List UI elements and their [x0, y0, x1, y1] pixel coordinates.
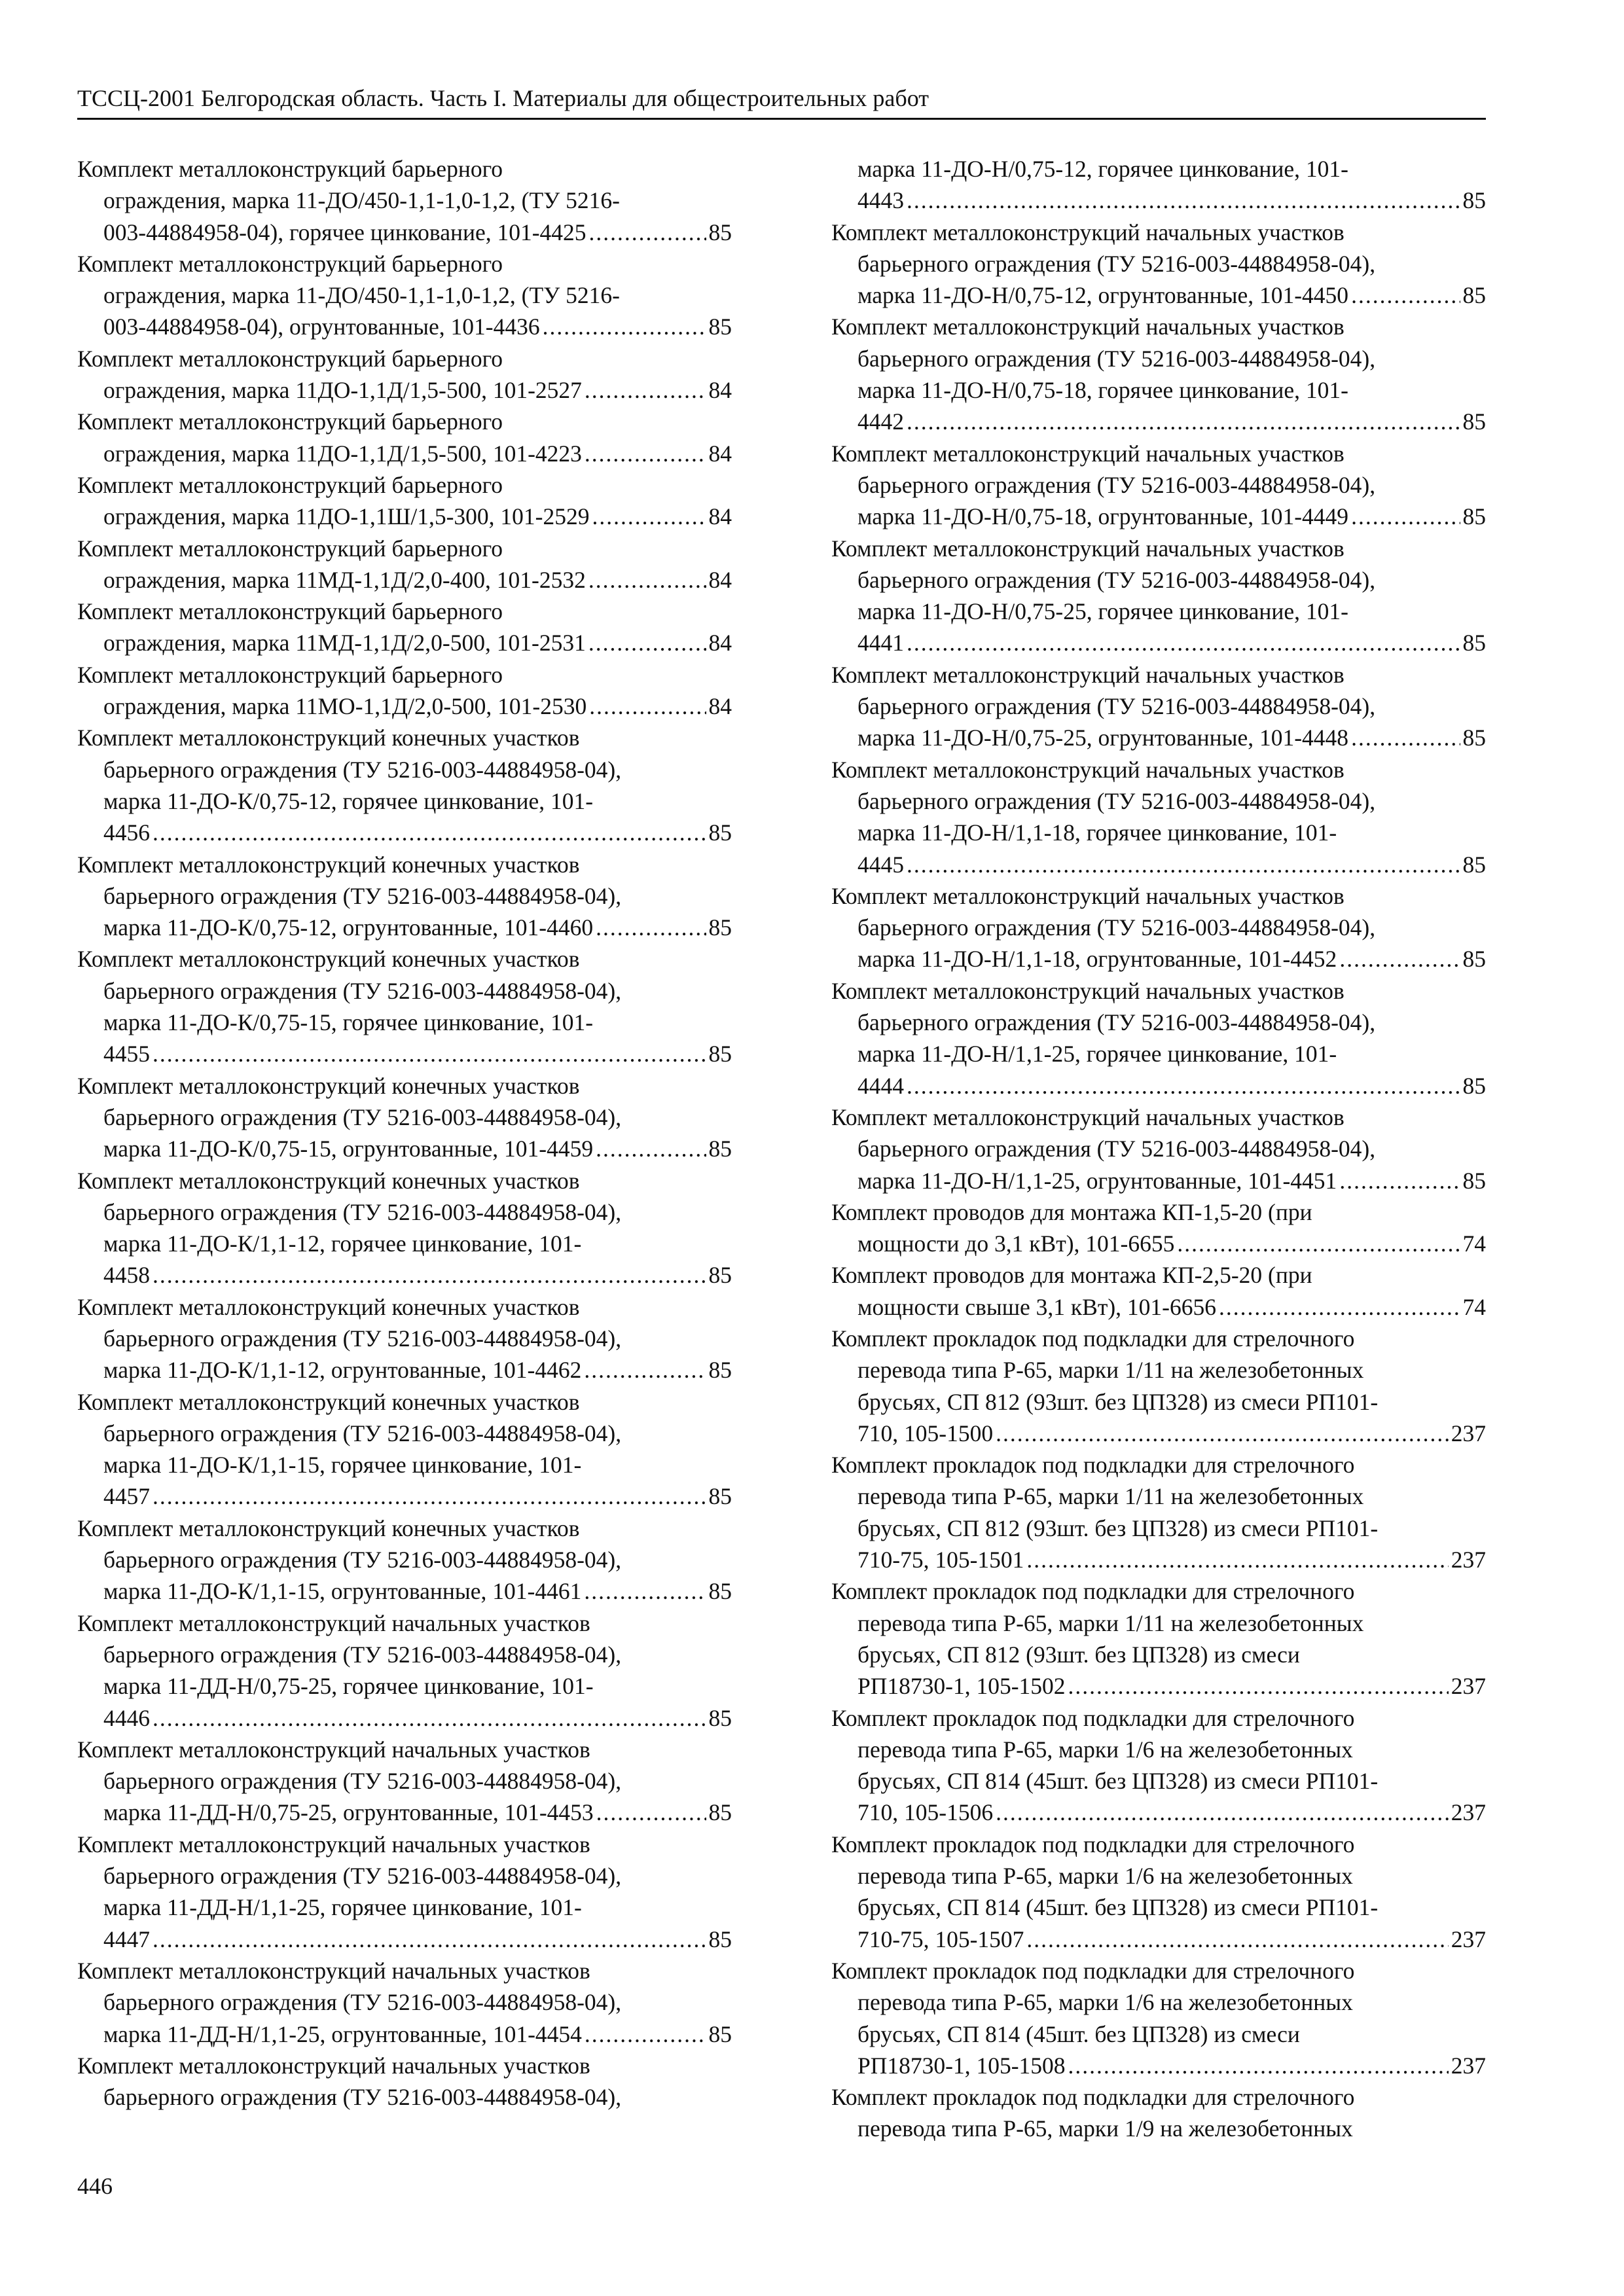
index-entry [831, 975, 1486, 1102]
entry-text: барьерного ограждения (ТУ 5216-003-44884958-04), [857, 471, 1376, 498]
dot-leader [1339, 1165, 1460, 1196]
entry-page-ref: 74 [1462, 1230, 1486, 1257]
entry-text: марка 11-ДО-К/0,75-12, горячее цинкование, 101- [103, 787, 594, 814]
entry-text: Комплект металлоконструкций барьерного [77, 598, 503, 625]
entry-page-ref: 85 [708, 219, 732, 245]
entry-text: Комплект металлоконструкций начальных участков [77, 1957, 590, 1984]
dot-leader [907, 406, 1460, 437]
entry-page-ref: 84 [708, 693, 732, 720]
dot-leader [153, 1924, 706, 1955]
entry-page-ref: 85 [708, 1799, 732, 1826]
entry-text: Комплект прокладок под подкладки для стрелочного [831, 1452, 1355, 1479]
index-entry [77, 1291, 732, 1386]
index-entry [77, 1955, 732, 2050]
entry-text: марка 11-ДО-К/1,1-12, горячее цинкование, 101- [103, 1230, 582, 1257]
entry-text: 710-75, 105-1501 [857, 1547, 1024, 1573]
dot-leader [1026, 1544, 1448, 1575]
entry-text: Комплект металлоконструкций начальных участков [831, 756, 1344, 783]
entry-page-ref: 74 [1462, 1293, 1486, 1320]
index-entry [77, 153, 732, 248]
entry-text: барьерного ограждения (ТУ 5216-003-44884958-04), [103, 1989, 622, 2016]
entry-text: Комплект прокладок под подкладки для стрелочного [831, 2084, 1355, 2111]
entry-text: марка 11-ДО-К/1,1-15, огрунтованные, 101-4461 [103, 1578, 582, 1605]
entry-text: Комплект металлоконструкций конечных участков [77, 1388, 580, 1415]
entry-page-ref: 85 [1462, 408, 1486, 435]
entry-text: ограждения, марка 11-ДО/450-1,1-1,0-1,2, (ТУ 5216- [103, 282, 620, 309]
index-entry [831, 1955, 1486, 2081]
entry-text: марка 11-ДО-К/0,75-12, огрунтованные, 101-4460 [103, 914, 594, 941]
entry-text: барьерного ограждения (ТУ 5216-003-44884958-04), [103, 1103, 622, 1130]
dot-leader [1068, 1670, 1449, 1702]
entry-text: барьерного ограждения (ТУ 5216-003-44884958-04), [103, 1863, 622, 1890]
entry-text: марка 11-ДО-К/0,75-15, горячее цинкование, 101- [103, 1009, 594, 1036]
entry-text: 4456 [103, 819, 150, 846]
dot-leader [1339, 943, 1460, 975]
index-entry [831, 153, 1486, 217]
entry-text: Комплект металлоконструкций начальных участков [831, 535, 1344, 562]
entry-text: Комплект металлоконструкций конечных участков [77, 946, 580, 973]
entry-page-ref: 85 [1462, 282, 1486, 309]
index-entry [831, 659, 1486, 754]
dot-leader [1351, 279, 1460, 311]
entry-page-ref: 85 [1462, 1072, 1486, 1099]
index-entry [831, 1449, 1486, 1575]
index-entry [831, 311, 1486, 437]
entry-page-ref: 84 [708, 503, 732, 530]
index-entry [831, 1323, 1486, 1449]
index-entry [831, 533, 1486, 659]
entry-text: ограждения, марка 11-ДО/450-1,1-1,0-1,2, (ТУ 5216- [103, 187, 620, 214]
entry-text: барьерного ограждения (ТУ 5216-003-44884958-04), [103, 1641, 622, 1668]
entry-page-ref: 85 [1462, 630, 1486, 656]
entry-text: ограждения, марка 11ДО-1,1Д/1,5-500, 101-4223 [103, 440, 582, 467]
entry-text: барьерного ограждения (ТУ 5216-003-44884958-04), [857, 1009, 1376, 1036]
entry-text: РП18730-1, 105-1508 [857, 2052, 1066, 2079]
entry-text: 4455 [103, 1041, 150, 1067]
dot-leader [1219, 1291, 1460, 1323]
entry-text: марка 11-ДО-Н/1,1-18, горячее цинкование, 101- [857, 819, 1337, 846]
entry-text: ограждения, марка 11ДО-1,1Ш/1,5-300, 101-2529 [103, 503, 590, 530]
entry-text: 710, 105-1500 [857, 1420, 994, 1446]
entry-text: марка 11-ДО-Н/1,1-18, огрунтованные, 101-4452 [857, 946, 1337, 973]
entry-text: Комплект прокладок под подкладки для стрелочного [831, 1957, 1355, 1984]
index-entry [77, 943, 732, 1069]
entry-text: брусьях, СП 814 (45шт. без ЦП328) из смеси РП101- [857, 1894, 1379, 1921]
entry-text: мощности свыше 3,1 кВт), 101-6656 [857, 1293, 1216, 1320]
entry-page-ref: 85 [708, 1483, 732, 1510]
entry-page-ref: 85 [708, 1926, 732, 1952]
entry-page-ref: 84 [708, 377, 732, 404]
entry-text: 4442 [857, 408, 904, 435]
entry-page-ref: 237 [1451, 1420, 1486, 1446]
entry-text: брусьях, СП 812 (93шт. без ЦП328) из смеси РП101- [857, 1515, 1379, 1541]
entry-page-ref: 237 [1451, 2052, 1486, 2079]
index-entry [831, 754, 1486, 880]
dot-leader [153, 1259, 706, 1291]
entry-text: барьерного ограждения (ТУ 5216-003-44884958-04), [857, 914, 1376, 941]
dot-leader [1177, 1228, 1460, 1259]
entry-text: Комплект металлоконструкций начальных участков [831, 219, 1344, 245]
index-entry [831, 2081, 1486, 2145]
entry-text: Комплект металлоконструкций начальных участков [831, 1103, 1344, 1130]
dot-leader [543, 311, 706, 342]
entry-text: Комплект металлоконструкций барьерного [77, 535, 503, 562]
entry-text: барьерного ограждения (ТУ 5216-003-44884958-04), [857, 250, 1376, 277]
entry-text: брусьях, СП 812 (93шт. без ЦП328) из смеси [857, 1641, 1300, 1668]
index-entry [77, 722, 732, 848]
entry-text: 4445 [857, 851, 904, 878]
dot-leader [996, 1418, 1449, 1449]
entry-text: Комплект металлоконструкций начальных участков [77, 1736, 590, 1763]
entry-text: марка 11-ДО-К/0,75-15, огрунтованные, 101-4459 [103, 1136, 594, 1162]
index-entry [77, 2050, 732, 2113]
dot-leader [907, 627, 1460, 658]
page-number: 446 [77, 2173, 113, 2199]
entry-text: Комплект металлоконструкций барьерного [77, 471, 503, 498]
entry-text: марка 11-ДО-К/1,1-12, огрунтованные, 101-4462 [103, 1357, 582, 1384]
index-entry [831, 1575, 1486, 1702]
entry-text: 710, 105-1506 [857, 1799, 994, 1826]
entry-page-ref: 85 [1462, 1167, 1486, 1194]
entry-page-ref: 85 [708, 1136, 732, 1162]
entry-text: перевода типа Р-65, марки 1/6 на железобетонных [857, 1863, 1353, 1890]
entry-page-ref: 84 [708, 440, 732, 467]
entry-text: перевода типа Р-65, марки 1/6 на железобетонных [857, 1989, 1353, 2016]
dot-leader [907, 185, 1460, 216]
entry-text: барьерного ограждения (ТУ 5216-003-44884958-04), [857, 693, 1376, 720]
entry-text: марка 11-ДО-Н/0,75-25, горячее цинкование, 101- [857, 598, 1349, 625]
dot-leader [996, 1797, 1449, 1828]
entry-text: Комплект прокладок под подкладки для стрелочного [831, 1578, 1355, 1605]
entry-text: перевода типа Р-65, марки 1/11 на железобетонных [857, 1357, 1364, 1384]
dot-leader [585, 2018, 706, 2050]
entry-page-ref: 85 [708, 1578, 732, 1605]
index-entry [77, 343, 732, 406]
entry-text: Комплект металлоконструкций начальных участков [831, 661, 1344, 688]
entry-text: Комплект проводов для монтажа КП-1,5-20 (при [831, 1198, 1312, 1225]
entry-text: Комплект металлоконструкций начальных участков [831, 314, 1344, 340]
index-entry [77, 659, 732, 723]
entry-text: Комплект металлоконструкций барьерного [77, 345, 503, 372]
entry-page-ref: 85 [1462, 187, 1486, 214]
entry-text: брусьях, СП 814 (45шт. без ЦП328) из смеси [857, 2020, 1300, 2047]
entry-text: марка 11-ДД-Н/0,75-25, огрунтованные, 101-4453 [103, 1799, 594, 1826]
entry-text: Комплект металлоконструкций конечных участков [77, 1072, 580, 1099]
entry-text: барьерного ограждения (ТУ 5216-003-44884958-04), [103, 756, 622, 783]
entry-text: Комплект металлоконструкций начальных участков [831, 977, 1344, 1004]
index-entry [77, 406, 732, 469]
dot-leader [588, 627, 706, 658]
index-entry [77, 1513, 732, 1607]
entry-page-ref: 85 [708, 2020, 732, 2047]
entry-page-ref: 85 [708, 819, 732, 846]
entry-text: марка 11-ДД-Н/1,1-25, горячее цинкование, 101- [103, 1894, 582, 1921]
index-entry [77, 849, 732, 944]
entry-text: марка 11-ДО-Н/0,75-18, горячее цинкование, 101- [857, 377, 1349, 404]
entry-page-ref: 85 [1462, 946, 1486, 973]
entry-text: барьерного ограждения (ТУ 5216-003-44884958-04), [103, 1325, 622, 1352]
dot-leader [596, 1797, 706, 1828]
entry-text: барьерного ограждения (ТУ 5216-003-44884958-04), [857, 1136, 1376, 1162]
index-entry [831, 438, 1486, 533]
entry-text: брусьях, СП 812 (93шт. без ЦП328) из смеси РП101- [857, 1388, 1379, 1415]
entry-text: Комплект металлоконструкций начальных участков [77, 1831, 590, 1857]
entry-text: 003-44884958-04), огрунтованные, 101-4436 [103, 314, 540, 340]
dot-leader [584, 1354, 706, 1386]
entry-text: перевода типа Р-65, марки 1/11 на железобетонных [857, 1483, 1364, 1510]
index-entry [831, 217, 1486, 312]
entry-text: Комплект металлоконструкций конечных участков [77, 725, 580, 751]
dot-leader [585, 374, 706, 406]
dot-leader [153, 817, 706, 848]
entry-text: Комплект металлоконструкций барьерного [77, 156, 503, 182]
entry-text: барьерного ограждения (ТУ 5216-003-44884958-04), [103, 1198, 622, 1225]
entry-text: барьерного ограждения (ТУ 5216-003-44884958-04), [103, 2084, 622, 2111]
dot-leader [907, 849, 1460, 880]
index-entry [77, 469, 732, 533]
dot-leader [907, 1070, 1460, 1102]
entry-text: ограждения, марка 11МД-1,1Д/2,0-500, 101-2531 [103, 630, 586, 656]
dot-leader [585, 438, 706, 469]
entry-page-ref: 85 [708, 1357, 732, 1384]
running-header: ТССЦ-2001 Белгородская область. Часть I. Материалы для общестроительных работ [77, 84, 1486, 120]
entry-text: Комплект металлоконструкций барьерного [77, 408, 503, 435]
entry-text: 4457 [103, 1483, 150, 1510]
dot-leader [589, 217, 706, 248]
index-entry [831, 1829, 1486, 1955]
dot-leader [153, 1480, 706, 1512]
index-entry [831, 1196, 1486, 1260]
dot-leader [1068, 2050, 1449, 2081]
entry-page-ref: 85 [708, 1262, 732, 1289]
entry-text: мощности до 3,1 кВт), 101-6655 [857, 1230, 1175, 1257]
dot-leader [1351, 722, 1460, 753]
entry-text: Комплект проводов для монтажа КП-2,5-20 (при [831, 1262, 1312, 1289]
entry-text: ограждения, марка 11МД-1,1Д/2,0-400, 101-2532 [103, 566, 586, 593]
entry-text: Комплект металлоконструкций барьерного [77, 250, 503, 277]
entry-text: барьерного ограждения (ТУ 5216-003-44884958-04), [857, 345, 1376, 372]
entry-text: марка 11-ДО-Н/1,1-25, горячее цинкование, 101- [857, 1041, 1337, 1067]
index-entry [831, 1702, 1486, 1829]
entry-text: барьерного ограждения (ТУ 5216-003-44884958-04), [103, 882, 622, 909]
entry-text: барьерного ограждения (ТУ 5216-003-44884958-04), [103, 1768, 622, 1795]
entry-text: 4441 [857, 630, 904, 656]
entry-text: марка 11-ДД-Н/1,1-25, огрунтованные, 101-4454 [103, 2020, 582, 2047]
index-entry [831, 1102, 1486, 1196]
index-entry [831, 1259, 1486, 1323]
dot-leader [596, 1133, 706, 1164]
dot-leader [584, 1575, 706, 1607]
entry-text: Комплект металлоконструкций конечных участков [77, 1515, 580, 1541]
dot-leader [1351, 501, 1460, 532]
index-entry [77, 596, 732, 659]
entry-text: перевода типа Р-65, марки 1/9 на железобетонных [857, 2115, 1353, 2142]
entry-text: ограждения, марка 11МО-1,1Д/2,0-500, 101-2530 [103, 693, 587, 720]
dot-leader [592, 501, 706, 532]
dot-leader [588, 564, 706, 596]
entry-page-ref: 84 [708, 566, 732, 593]
entry-text: Комплект металлоконструкций начальных участков [831, 882, 1344, 909]
entry-page-ref: 85 [1462, 725, 1486, 751]
index-entry [831, 880, 1486, 975]
index-entry [77, 1165, 732, 1291]
entry-text: Комплект прокладок под подкладки для стрелочного [831, 1704, 1355, 1731]
entry-text: 003-44884958-04), горячее цинкование, 101-4425 [103, 219, 586, 245]
entry-text: барьерного ограждения (ТУ 5216-003-44884958-04), [857, 566, 1376, 593]
entry-text: брусьях, СП 814 (45шт. без ЦП328) из смеси РП101- [857, 1768, 1379, 1795]
entry-text: Комплект металлоконструкций конечных участков [77, 851, 580, 878]
index-entry [77, 1607, 732, 1734]
entry-page-ref: 85 [708, 1041, 732, 1067]
entry-page-ref: 85 [1462, 851, 1486, 878]
entry-text: перевода типа Р-65, марки 1/11 на железобетонных [857, 1609, 1364, 1636]
index-column-left [77, 153, 732, 2113]
entry-text: Комплект металлоконструкций конечных участков [77, 1293, 580, 1320]
index-entry [77, 533, 732, 596]
entry-text: Комплект прокладок под подкладки для стрелочного [831, 1831, 1355, 1857]
entry-text: марка 11-ДД-Н/0,75-25, горячее цинкование, 101- [103, 1673, 594, 1700]
entry-text: РП18730-1, 105-1502 [857, 1673, 1066, 1700]
entry-page-ref: 85 [708, 914, 732, 941]
entry-text: марка 11-ДО-Н/0,75-18, огрунтованные, 101-4449 [857, 503, 1349, 530]
entry-text: барьерного ограждения (ТУ 5216-003-44884958-04), [103, 1547, 622, 1573]
entry-text: Комплект металлоконструкций начальных участков [77, 2052, 590, 2079]
entry-text: барьерного ограждения (ТУ 5216-003-44884958-04), [857, 787, 1376, 814]
entry-page-ref: 237 [1451, 1799, 1486, 1826]
dot-leader [153, 1702, 706, 1734]
entry-text: 4458 [103, 1262, 150, 1289]
entry-text: 4443 [857, 187, 904, 214]
entry-text: 4447 [103, 1926, 150, 1952]
entry-text: марка 11-ДО-Н/0,75-25, огрунтованные, 101-4448 [857, 725, 1349, 751]
entry-text: марка 11-ДО-Н/0,75-12, горячее цинкование, 101- [857, 156, 1349, 182]
index-entry [77, 248, 732, 343]
index-entry [77, 1829, 732, 1955]
entry-text: Комплект металлоконструкций начальных участков [77, 1609, 590, 1636]
entry-page-ref: 85 [1462, 503, 1486, 530]
entry-text: барьерного ограждения (ТУ 5216-003-44884958-04), [103, 1420, 622, 1446]
entry-page-ref: 85 [708, 314, 732, 340]
entry-text: Комплект металлоконструкций барьерного [77, 661, 503, 688]
entry-page-ref: 84 [708, 630, 732, 656]
entry-page-ref: 237 [1451, 1926, 1486, 1952]
entry-text: марка 11-ДО-Н/1,1-25, огрунтованные, 101-4451 [857, 1167, 1337, 1194]
entry-text: 710-75, 105-1507 [857, 1926, 1024, 1952]
dot-leader [596, 912, 706, 943]
entry-text: марка 11-ДО-Н/0,75-12, огрунтованные, 101-4450 [857, 282, 1349, 309]
index-entry [77, 1070, 732, 1165]
dot-leader [153, 1038, 706, 1069]
entry-text: перевода типа Р-65, марки 1/6 на железобетонных [857, 1736, 1353, 1763]
entry-text: 4444 [857, 1072, 904, 1099]
entry-text: 4446 [103, 1704, 150, 1731]
entry-page-ref: 237 [1451, 1673, 1486, 1700]
entry-page-ref: 85 [708, 1704, 732, 1731]
index-column-right [831, 153, 1486, 2145]
entry-text: Комплект металлоконструкций конечных участков [77, 1167, 580, 1194]
entry-text: марка 11-ДО-К/1,1-15, горячее цинкование, 101- [103, 1452, 582, 1479]
entry-text: Комплект металлоконструкций начальных участков [831, 440, 1344, 467]
entry-text: Комплект прокладок под подкладки для стрелочного [831, 1325, 1355, 1352]
entry-page-ref: 237 [1451, 1547, 1486, 1573]
index-entry [77, 1734, 732, 1829]
entry-text: ограждения, марка 11ДО-1,1Д/1,5-500, 101-2527 [103, 377, 582, 404]
dot-leader [1026, 1924, 1448, 1955]
dot-leader [589, 691, 706, 722]
entry-text: барьерного ограждения (ТУ 5216-003-44884958-04), [103, 977, 622, 1004]
index-entry [77, 1386, 732, 1513]
